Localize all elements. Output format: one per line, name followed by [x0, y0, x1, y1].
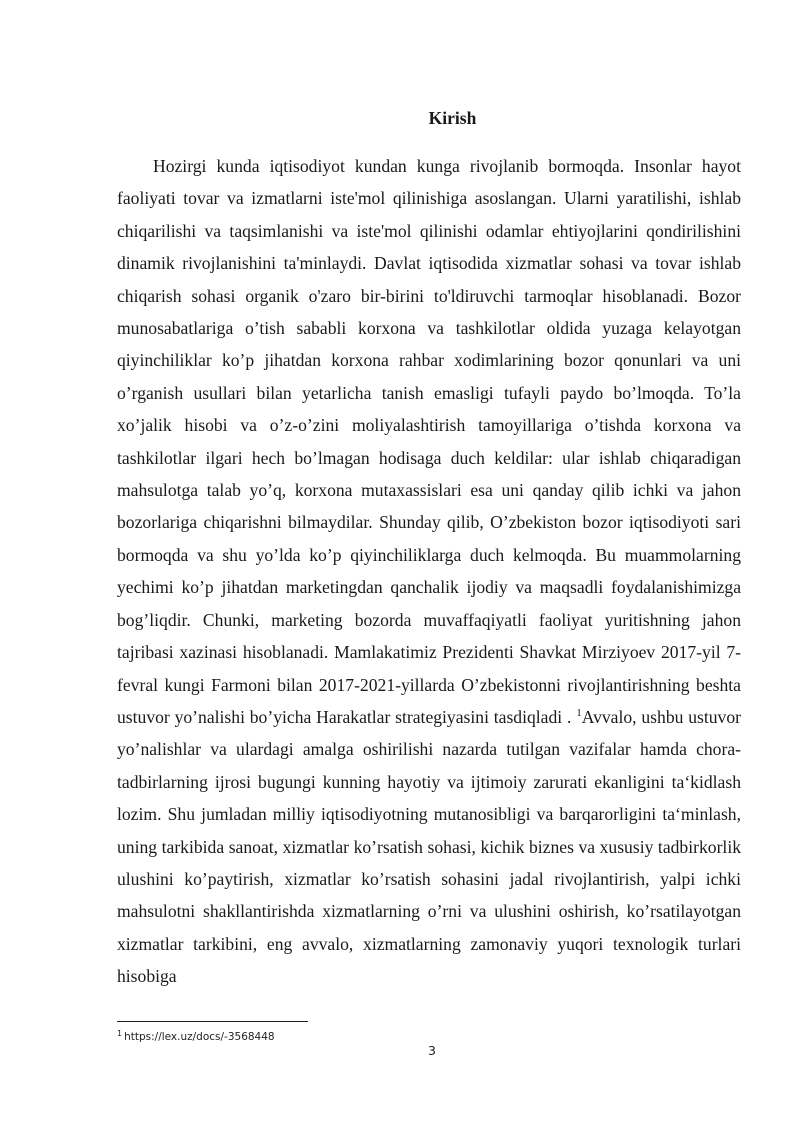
- footnote-link[interactable]: https://lex.uz/docs/-3568448: [124, 1031, 275, 1043]
- footnote-number: 1: [117, 1028, 123, 1038]
- page-title: Kirish: [428, 108, 477, 128]
- page-number: 3: [428, 1043, 436, 1058]
- paragraph-text-part1: Hozirgi kunda iqtisodiyot kundan kunga rivojlanib bormoqda. Insonlar hayot faoliyati tovar va izmatlarni iste'mol qilinishiga asoslangan. Ularni yaratilishi, ishlab chiqarilishi va taqsimlanishi va iste'mol qilinishi odamlar ehtiyojlarini qondirilishini dinamik rivojlanishini ta'minlaydi. Davlat iqtisodida xizmatlar sohasi va tovar ishlab chiqarish sohasi organik o'zaro bir-birini to'ldiruvchi tarmoqlar hisoblanadi. Bozor munosabatlariga o’tish sababli korxona va tashkilotlar oldida yuzaga kelayotgan qiyinchiliklar ko’p jihatdan korxona rahbar xodimlarining bozor qonunlari va uni o’rganish usullari bilan yetarlicha tanish emasligi tufayli paydo bo’lmoqda. To’la xo’jalik hisobi va o’z-o’zini moliyalashtirish tamoyillariga o’tishda korxona va tashkilotlar ilgari hech bo’lmagan hodisaga duch keldilar: ular ishlab chiqaradigan mahsulotga talab yo’q, korxona mutaxassislari esa uni qanday qilib ichki va jahon bozorlariga chiqarishni bilmaydilar. Shunday qilib, O’zbekiston bozor iqtisodiyoti sari bormoqda va shu yo’lda ko’p qiyinchiliklarga duch kelmoqda. Bu muammolarning yechimi ko’p jihatdan marketingdan qanchalik ijodiy va maqsadli foydalanishimizga bog’liqdir. Chunki, marketing bozorda muvaffaqiyatli faoliyat yuritishning jahon tajribasi xazinasi hisoblanadi. Mamlakatimiz Prezidenti Shavkat Mirziyoev 2017-yil 7-fevral kungi Farmoni bilan 2017-2021-yillarda O’zbekistonni rivojlantirishning beshta ustuvor yo’nalishi bo’yicha Harakatlar strategiyasini tasdiqladi .: [117, 156, 741, 727]
- paragraph-text-part2: Avvalo, ushbu ustuvor yo’nalishlar va ulardagi amalga oshirilishi nazarda tutilgan vazifalar hamda chora-tadbirlarning ijrosi bugungi kunning hayotiy va ijtimoiy zarurati ekanligini ta‘kidlash lozim. Shu jumladan milliy iqtisodiyotning mutanosibligi va barqarorligini ta‘minlash, uning tarkibida sanoat, xizmatlar ko’rsatish sohasi, kichik biznes va xususiy tadbirkorlik ulushini ko’paytirish, xizmatlar ko’rsatish sohasini jadal rivojlantirish, yalpi ichki mahsulotni shakllantirishda xizmatlarning o’rni va ulushini oshirish, ko’rsatilayotgan xizmatlar tarkibini, eng avvalo, xizmatlarning zamonaviy yuqori texnologik turlari hisobiga: [117, 706, 741, 987]
- footnote-reference[interactable]: 1: [576, 707, 582, 720]
- footnote-separator: [117, 1021, 308, 1022]
- footnote: [117, 1028, 275, 1043]
- body-paragraph: [117, 150, 741, 993]
